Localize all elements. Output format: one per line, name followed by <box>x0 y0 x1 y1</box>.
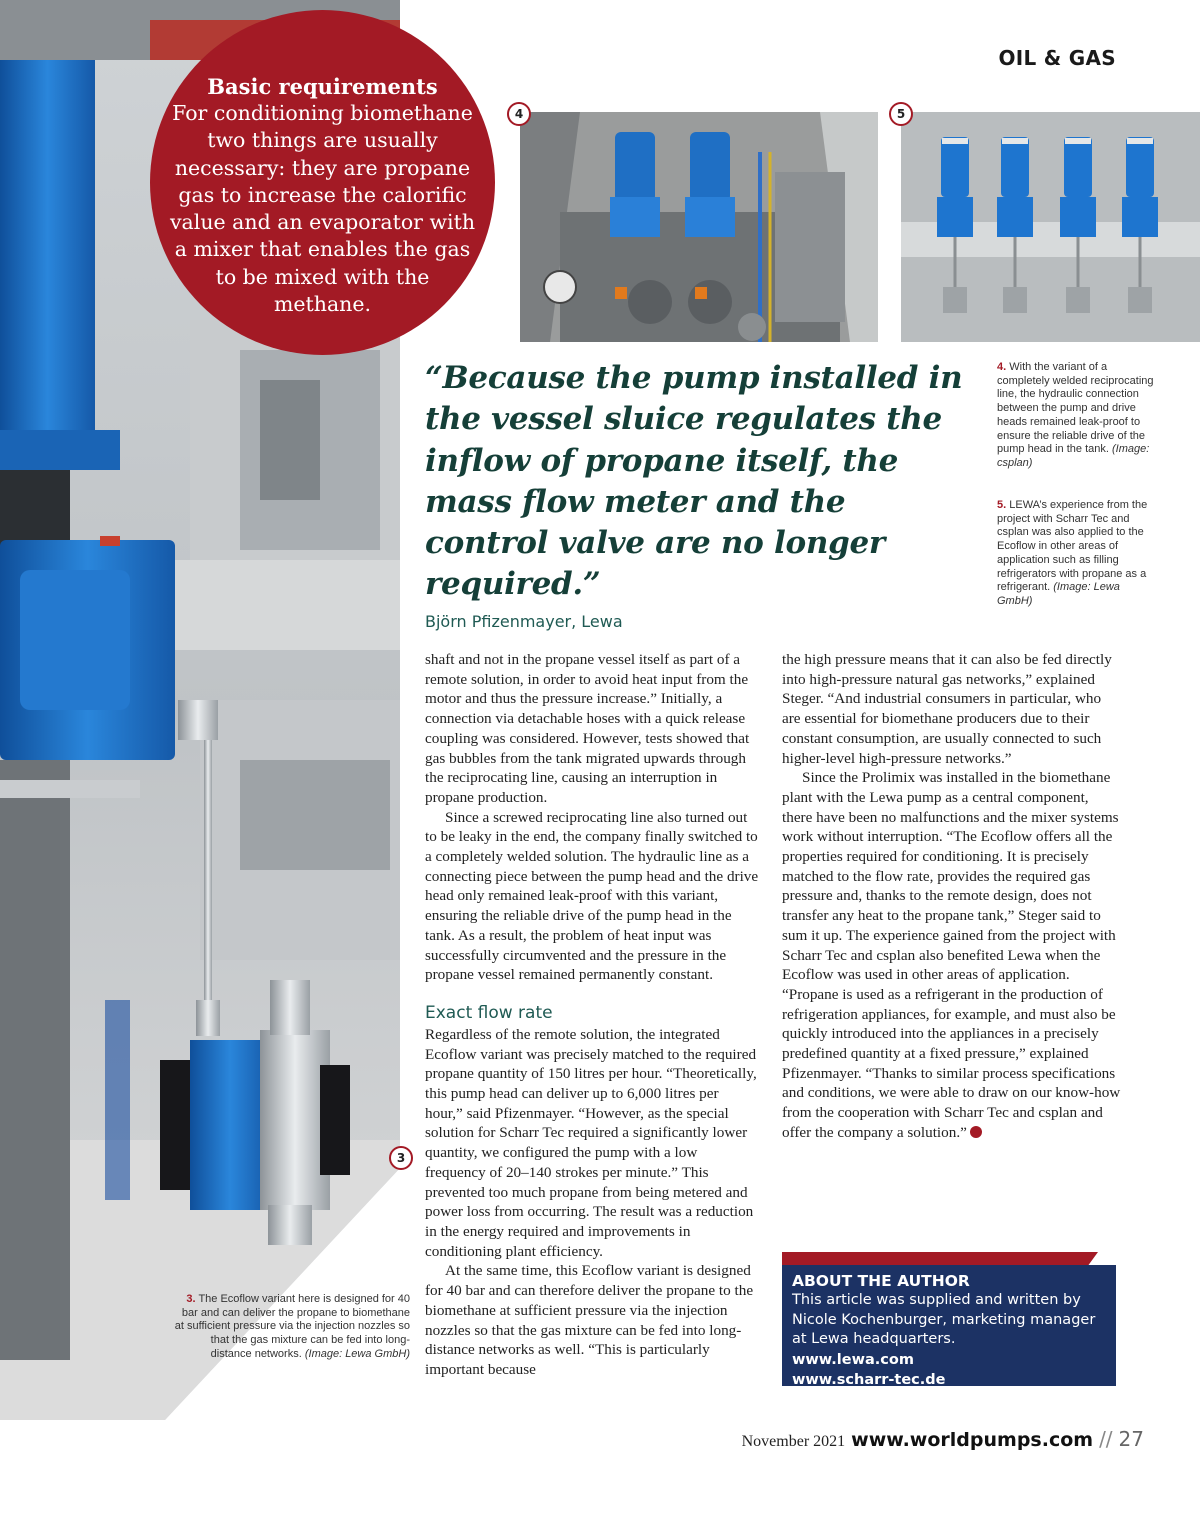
paragraph: At the same time, this Ecoflow variant is designed for 40 bar and can therefore deliver the propane to the biomethane at sufficient pressure via the injection nozzles so that the gas mixture can be fed into long-distance networks as well. “This is particularly important because <box>425 1262 754 1378</box>
caption-credit: (Image: Lewa GmbH) <box>997 581 1120 607</box>
website-link[interactable]: www.worldpumps.com <box>851 1429 1094 1451</box>
paragraph: the high pressure means that it can also be fed directly into high-pressure natural gas networks,” explained Steger. “And industrial consumers in particular, who are essential for biomethane producers due to their constant consumption, are usually connected to such higher-level high-pressure networks.” <box>782 651 1112 767</box>
caption-photo-4 <box>997 361 1157 471</box>
pull-quote: “Because the pump installed in the vessel sluice regulates the inflow of propane itself, the mass flow meter and the control valve are no longer required.” <box>425 360 963 603</box>
about-title: ABOUT THE AUTHOR <box>792 1272 970 1290</box>
article-column-1 <box>425 650 760 1380</box>
caption-number: 3. <box>186 1293 196 1305</box>
caption-photo-3 <box>170 1293 410 1362</box>
caption-credit: (Image: csplan) <box>997 443 1150 469</box>
caption-text: The Ecoflow variant here is designed for 40 bar and can deliver the propane to biomethane at sufficient pressure via the injection nozzles so that the gas mixture can be fed into long-distance networks. <box>174 1293 410 1360</box>
paragraph: Since the Prolimix was installed in the biomethane plant with the Lewa pump as a central component, there have been no malfunctions and the mixer systems work without interruption. “The Ecoflow offers all the properties required for conditioning. It is precisely matched to the flow rate, provides the required gas pressure and, thanks to the remote design, does not transfer any heat to the propane tank,” Steger said to sum it up. The experience gained from the project with Scharr Tec and csplan also benefited Lewa when the Ecoflow was used in other areas of application. “Propane is used as a refrigerant in the production of refrigeration appliances, for example, and must also be quickly introduced into the appliances in a precisely predefined quantity at a fixed pressure,” explained Pfizenmayer. “Thanks to similar process specifications and conditions, we were able to draw on our know-how from the cooperation with Scharr Tec and csplan and offer the company a solution.” <box>782 769 1121 1141</box>
caption-credit: (Image: Lewa GmbH) <box>304 1347 410 1360</box>
paragraph: shaft and not in the propane vessel itself as part of a remote solution, in order to avoid heat input from the motor and thus the pressure increase.” Initially, a connection via detachable hoses with a quick release coupling was considered. However, tests showed that gas bubbles from the tank migrated upwards through the reciprocating line, causing an interruption in propane production. <box>425 651 750 806</box>
link-csplan[interactable]: www.csplan.de <box>792 1391 916 1408</box>
section-tag: OIL & GAS <box>998 46 1116 70</box>
paragraph: Since a screwed reciprocating line also turned out to be leaky in the end, the company finally switched to a completely welded solution. The hydraulic line as a connecting piece between the pump head and the drive head only remained leak-proof with this variant, ensuring the reliable drive of the pump head in the tank. As a result, the problem of heat input was successfully circumvented and the pressure in the propane vessel remained permanently constant. <box>425 808 759 984</box>
photo-number-5: 5 <box>889 102 913 126</box>
sidebar-body: For conditioning biomethane two things are usually necessary: they are propane gas to increase the calorific value and an evaporator with a mixer that enables the gas to be mixed with the methane. <box>169 101 476 317</box>
page-footer <box>742 1427 1144 1451</box>
subheading: Exact flow rate <box>425 1002 553 1023</box>
caption-photo-5 <box>997 499 1157 609</box>
photo-number-4: 4 <box>507 102 531 126</box>
link-scharr-tec[interactable]: www.scharr-tec.de <box>792 1371 946 1388</box>
photo-four-ecoflow-pumps <box>901 112 1200 342</box>
photo-number-3: 3 <box>389 1146 413 1170</box>
article-column-2 <box>782 650 1122 1143</box>
pull-quote-author: Björn Pfizenmayer, Lewa <box>425 612 623 631</box>
page-number: 27 <box>1118 1427 1144 1451</box>
photo-pumps-in-vessel-sluice <box>520 112 878 342</box>
link-lewa[interactable]: www.lewa.com <box>792 1351 914 1368</box>
sidebar-title: Basic requirements <box>207 74 438 99</box>
caption-number: 5. <box>997 499 1007 511</box>
caption-number: 4. <box>997 361 1007 373</box>
about-body: This article was supplied and written by Nicole Kochenburger, marketing manager at Lewa headquarters. <box>792 1292 1096 1347</box>
about-the-author-box <box>782 1265 1116 1408</box>
issue-date: November 2021 <box>741 1433 846 1450</box>
paragraph: Regardless of the remote solution, the integrated Ecoflow variant was precisely matched to the required propane quantity of 150 litres per hour. “Theoretically, this pump head can deliver up to 6,000 litres per hour,” said Pfizenmayer. “However, as the special solution for Scharr Tec required a significantly lower quantity, we configured the pump with a low frequency of 20–140 strokes per minute.” This prevented too much propane from being metered and power loss from occurring. The result was a reduction in the energy required and improvements in conditioning plant efficiency. <box>425 1025 757 1260</box>
caption-text: LEWA’s experience from the project with Scharr Tec and csplan was also applied to the Ecoflow in other areas of application such as filling refrigerators with propane as a refrigerant. <box>997 499 1148 594</box>
about-box-accent <box>782 1252 1098 1265</box>
footer-separator: // <box>1099 1427 1113 1451</box>
end-of-article-icon <box>970 1126 982 1138</box>
basic-requirements-circle <box>150 10 495 355</box>
caption-text: With the variant of a completely welded reciprocating line, the hydraulic connection between the pump and drive heads remained leak-proof to ensure the reliable drive of the pump head in the tank. <box>997 361 1154 456</box>
